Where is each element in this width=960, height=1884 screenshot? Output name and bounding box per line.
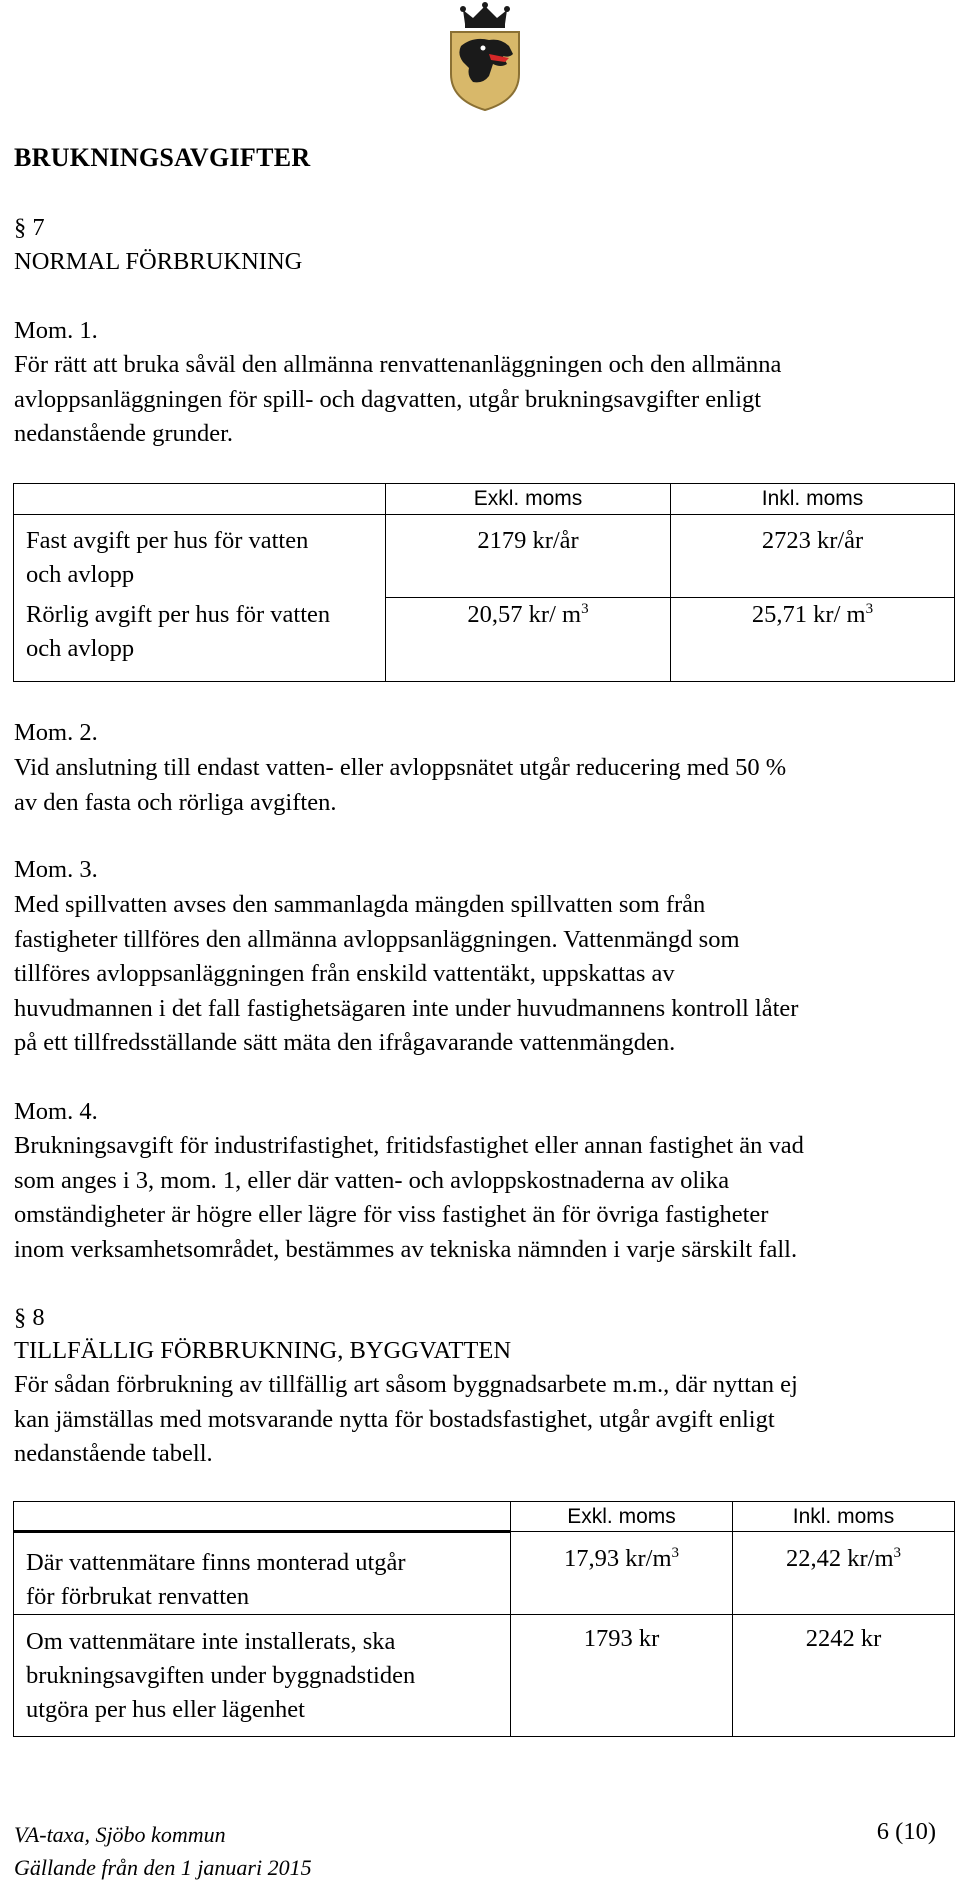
table-row xyxy=(14,598,955,682)
mom-1-line: nedanstående grunder. xyxy=(14,420,234,447)
mom-1-line: För rätt att bruka såväl den allmänna renvattenanläggningen och den allmänna xyxy=(14,351,782,378)
footer-document-info xyxy=(14,1818,312,1884)
mom-3-line: tillföres avloppsanläggningen från enskild vattentäkt, uppskattas av xyxy=(14,960,675,987)
section-7-heading: NORMAL FÖRBRUKNING xyxy=(14,248,303,275)
page-number: 6 (10) xyxy=(876,1818,936,1845)
row-label-line: utgöra per hus eller lägenhet xyxy=(26,1696,305,1723)
mom-4-line: omständigheter är högre eller lägre för viss fastighet än för övriga fastigheter xyxy=(14,1201,769,1228)
mom-1-text xyxy=(14,348,944,452)
section-8-number: § 8 xyxy=(14,1304,45,1331)
unit-superscript: 3 xyxy=(581,600,589,617)
table-row xyxy=(14,515,955,598)
mom-1-line: avloppsanläggningen för spill- och dagvatten, utgår brukningsavgifter enligt xyxy=(14,385,762,413)
table-header-row xyxy=(14,1502,955,1532)
mom-3-line: fastigheter tillföres den allmänna avloppsanläggningen. Vattenmängd som xyxy=(14,925,740,953)
document-title: BRUKNINGSAVGIFTER xyxy=(14,143,311,172)
col-inkl-moms: Inkl. moms xyxy=(671,484,955,515)
value-text: 22,42 kr/m xyxy=(785,1545,894,1572)
unit-superscript: 3 xyxy=(865,600,874,617)
normal-fee-table xyxy=(13,483,955,682)
section-7-number: § 7 xyxy=(14,214,45,241)
row-exkl-value: 2179 kr/år xyxy=(386,515,671,598)
value-text: 25,71 kr/ m xyxy=(751,601,866,628)
row-exkl-value xyxy=(511,1532,733,1615)
section-8-heading: TILLFÄLLIG FÖRBRUKNING, BYGGVATTEN xyxy=(14,1337,512,1364)
mom-2-line: av den fasta och rörliga avgiften. xyxy=(14,788,337,816)
table-header-row xyxy=(14,484,955,515)
row-label-line: Där vattenmätare finns monterad utgår xyxy=(26,1549,406,1576)
mom-1-label: Mom. 1. xyxy=(14,317,98,344)
mom-4-text xyxy=(14,1129,944,1267)
section-8-line: För sådan förbrukning av tillfällig art såsom byggnadsarbete m.m., där nyttan ej xyxy=(14,1371,798,1398)
section-8-line: kan jämställas med motsvarande nytta för bostadsfastighet, utgår avgift enligt xyxy=(14,1405,775,1433)
row-exkl-value: 1793 kr xyxy=(511,1615,733,1737)
mom-3-line: på ett tillfredsställande sätt mäta den ifrågavarande vattenmängden. xyxy=(14,1029,676,1056)
row-label-line: för förbrukat renvatten xyxy=(26,1583,250,1610)
row-label xyxy=(14,598,386,682)
row-inkl-value xyxy=(671,598,955,682)
table-row xyxy=(14,1532,955,1615)
row-inkl-value xyxy=(733,1532,955,1615)
mom-2-text xyxy=(14,751,944,820)
row-label-line: brukningsavgiften under byggnadstiden xyxy=(26,1662,416,1689)
mom-3-line: huvudmannen i det fall fastighetsägaren inte under huvudmannens kontroll låter xyxy=(14,994,799,1022)
mom-4-line: som anges i 3, mom. 1, eller där vatten- och avloppskostnaderna av olika xyxy=(14,1166,730,1194)
mom-4-line: inom verksamhetsområdet, bestämmes av tekniska nämnden i varje särskilt fall. xyxy=(14,1235,798,1263)
value-text: 20,57 kr/ m xyxy=(467,601,582,628)
row-label-line: Om vattenmätare inte installerats, ska xyxy=(26,1628,396,1655)
row-label-line: och avlopp xyxy=(26,634,135,662)
mom-3-line: Med spillvatten avses den sammanlagda mängden spillvatten som från xyxy=(14,891,706,918)
value-text: 17,93 kr/m xyxy=(563,1545,672,1572)
col-exkl-moms: Exkl. moms xyxy=(386,484,671,515)
table-row xyxy=(14,1615,955,1737)
row-label xyxy=(14,1615,511,1737)
mom-4-label: Mom. 4. xyxy=(14,1098,98,1125)
col-inkl-moms: Inkl. moms xyxy=(733,1502,955,1532)
section-8-text xyxy=(14,1368,944,1472)
row-label-line: Rörlig avgift per hus för vatten xyxy=(26,600,331,628)
unit-superscript: 3 xyxy=(671,1544,680,1561)
mom-3-label: Mom. 3. xyxy=(14,856,98,883)
row-exkl-value xyxy=(386,598,671,682)
mom-2-label: Mom. 2. xyxy=(14,719,98,746)
table-header-blank xyxy=(14,484,386,515)
coat-of-arms-logo xyxy=(443,2,527,112)
mom-3-text xyxy=(14,888,944,1061)
col-exkl-moms: Exkl. moms xyxy=(511,1502,733,1532)
row-label xyxy=(14,1532,511,1615)
section-8-line: nedanstående tabell. xyxy=(14,1440,213,1467)
mom-4-line: Brukningsavgift för industrifastighet, fritidsfastighet eller annan fastighet än vad xyxy=(14,1132,804,1159)
unit-superscript: 3 xyxy=(893,1544,902,1561)
mom-2-line: Vid anslutning till endast vatten- eller avloppsnätet utgår reducering med 50 % xyxy=(14,754,787,781)
table-header-blank xyxy=(14,1502,511,1532)
footer-line: VA-taxa, Sjöbo kommun xyxy=(14,1822,226,1847)
footer-line: Gällande från den 1 januari 2015 xyxy=(14,1855,312,1880)
row-label-line: och avlopp xyxy=(26,561,135,588)
row-label-line: Fast avgift per hus för vatten xyxy=(26,527,309,554)
temporary-fee-table xyxy=(13,1501,955,1737)
row-inkl-value: 2242 kr xyxy=(733,1615,955,1737)
row-inkl-value: 2723 kr/år xyxy=(671,515,955,598)
row-label xyxy=(14,515,386,598)
